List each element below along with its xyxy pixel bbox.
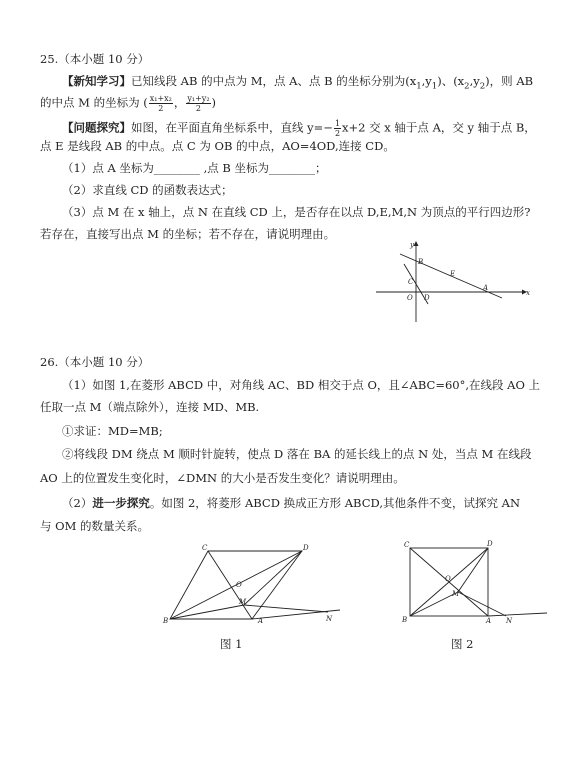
nk-sub4: 2 [479,81,486,92]
slope-fraction: $\frac{1}{2}$ [334,119,341,138]
q26-p2-line2: 与 OM 的数量关系。 [40,519,150,533]
nk-comma2: ,y [469,74,480,88]
p2-tag: 进一步探究 [92,496,150,510]
fig2-label-o: O [445,575,451,583]
segment-bm [170,605,244,619]
nk-sub2: 1 [431,81,438,92]
label-y: y [410,241,414,249]
nk-line2-a: 的中点 M 的坐标为 ( [40,95,148,110]
q26-p1-line2: 任取一点 M（端点除外），连接 MD、MB. [40,400,260,414]
nk-sub1: 1 [416,81,422,92]
q25-explore-line1 [62,119,536,138]
nk-text-a: 已知线段 AB 的中点为 M，点 A、点 B 的坐标分别为(x [131,74,417,88]
p2-text-a: 。如图 2，将菱形 ABCD 换成正方形 ABCD,其他条件不变，试探究 AN [149,496,521,510]
segment-mn [244,605,328,612]
fig1-label-n: N [326,615,333,623]
nk-comma1: ,y [421,74,432,88]
figure-1-caption: 图 1 [220,637,243,651]
fig2-label-n: N [506,617,513,625]
q25-explore-line2: 点 E 是线段 AB 的中点。点 C 为 OB 的中点，AO=4OD,连接 CD。 [40,139,395,153]
q26-p1-line1: （1）如图 1,在菱形 ABCD 中，对角线 AC、BD 相交于点 O，且∠ABC=60°,在线段 AO 上 [62,378,541,392]
label-x: x [526,289,530,297]
fig2-label-c: C [404,541,410,549]
fig1-label-m: M [239,598,247,606]
fig2-label-b: B [402,616,408,624]
new-knowledge-tag: 【新知学习】 [62,74,131,88]
q25-coordinate-figure [370,238,535,324]
q25-item-3-line2: 若存在，直接写出点 M 的坐标；若不存在，请说明理由。 [40,227,336,241]
p2-prefix: （2） [62,496,93,510]
q26-figure-1-rhombus [160,543,345,628]
fig1-label-o: O [236,581,242,589]
label-d: D [424,294,430,302]
label-c: C [408,278,414,286]
q26-figure-2-square [402,538,552,626]
fig1-label-c: C [202,544,208,552]
q26-p1-part-ii-line2: AO 上的位置发生变化时，∠DMN 的大小是否发生变化？请说明理由。 [40,471,405,485]
ray-ba [488,613,547,616]
y-axis-arrow [414,241,419,246]
nk-text-b: )、(x [437,74,465,88]
segment-mn [458,592,506,616]
midpoint-x-fraction: $\frac{\text{x₁+x₂}}{2}$ [149,94,172,113]
q26-p2-line1 [62,496,520,511]
explore-text-a: 如图，在平面直角坐标系中，直线 y=− [131,120,333,135]
q26-heading: 26.（本小题 10 分） [40,355,150,369]
label-a: A [483,284,489,292]
q26-p1-part-ii-line1: ②将线段 DM 绕点 M 顺时针旋转，使点 D 落在 BA 的延长线上的点 N 处，当点 M 在线段 [62,447,532,461]
q25-new-knowledge-line2 [40,94,216,113]
explore-tag: 【问题探究】 [62,120,131,135]
q25-item-3: （3）点 M 在 x 轴上，点 N 在直线 CD 上，是否存在以点 D,E,M,N 为顶点的平行四边形? [62,205,531,219]
nk-line2-b: ) [211,95,217,110]
fig2-label-d: D [487,540,493,548]
q25-heading: 25.（本小题 10 分） [40,52,150,66]
label-o: O [407,294,413,302]
label-b: B [418,258,424,266]
fig2-label-a: A [486,617,492,625]
nk-sub3: 2 [464,81,470,92]
q25-item-1: （1）点 A 坐标为________ ,点 B 坐标为________； [62,161,327,175]
fig1-label-a: A [258,617,264,625]
q25-new-knowledge-line1 [62,74,533,94]
diagonal-ac [208,551,252,619]
midpoint-y-fraction: $\frac{\text{y₁+y₂}}{2}$ [187,94,210,113]
segment-md [244,551,302,605]
q25-item-2: （2）求直线 CD 的函数表达式； [62,183,233,197]
figure-2-caption: 图 2 [451,637,474,651]
fig1-label-d: D [303,544,309,552]
q26-p1-part-i: ①求证：MD=MB; [62,424,163,438]
explore-text-b: x+2 交 x 轴于点 A，交 y 轴于点 B， [342,120,536,135]
fig1-label-b: B [163,617,169,625]
label-e: E [450,270,456,278]
fig2-label-m: M [452,590,460,598]
nk-sep: ， [173,95,186,110]
nk-text-c: )，则 AB [485,74,534,88]
